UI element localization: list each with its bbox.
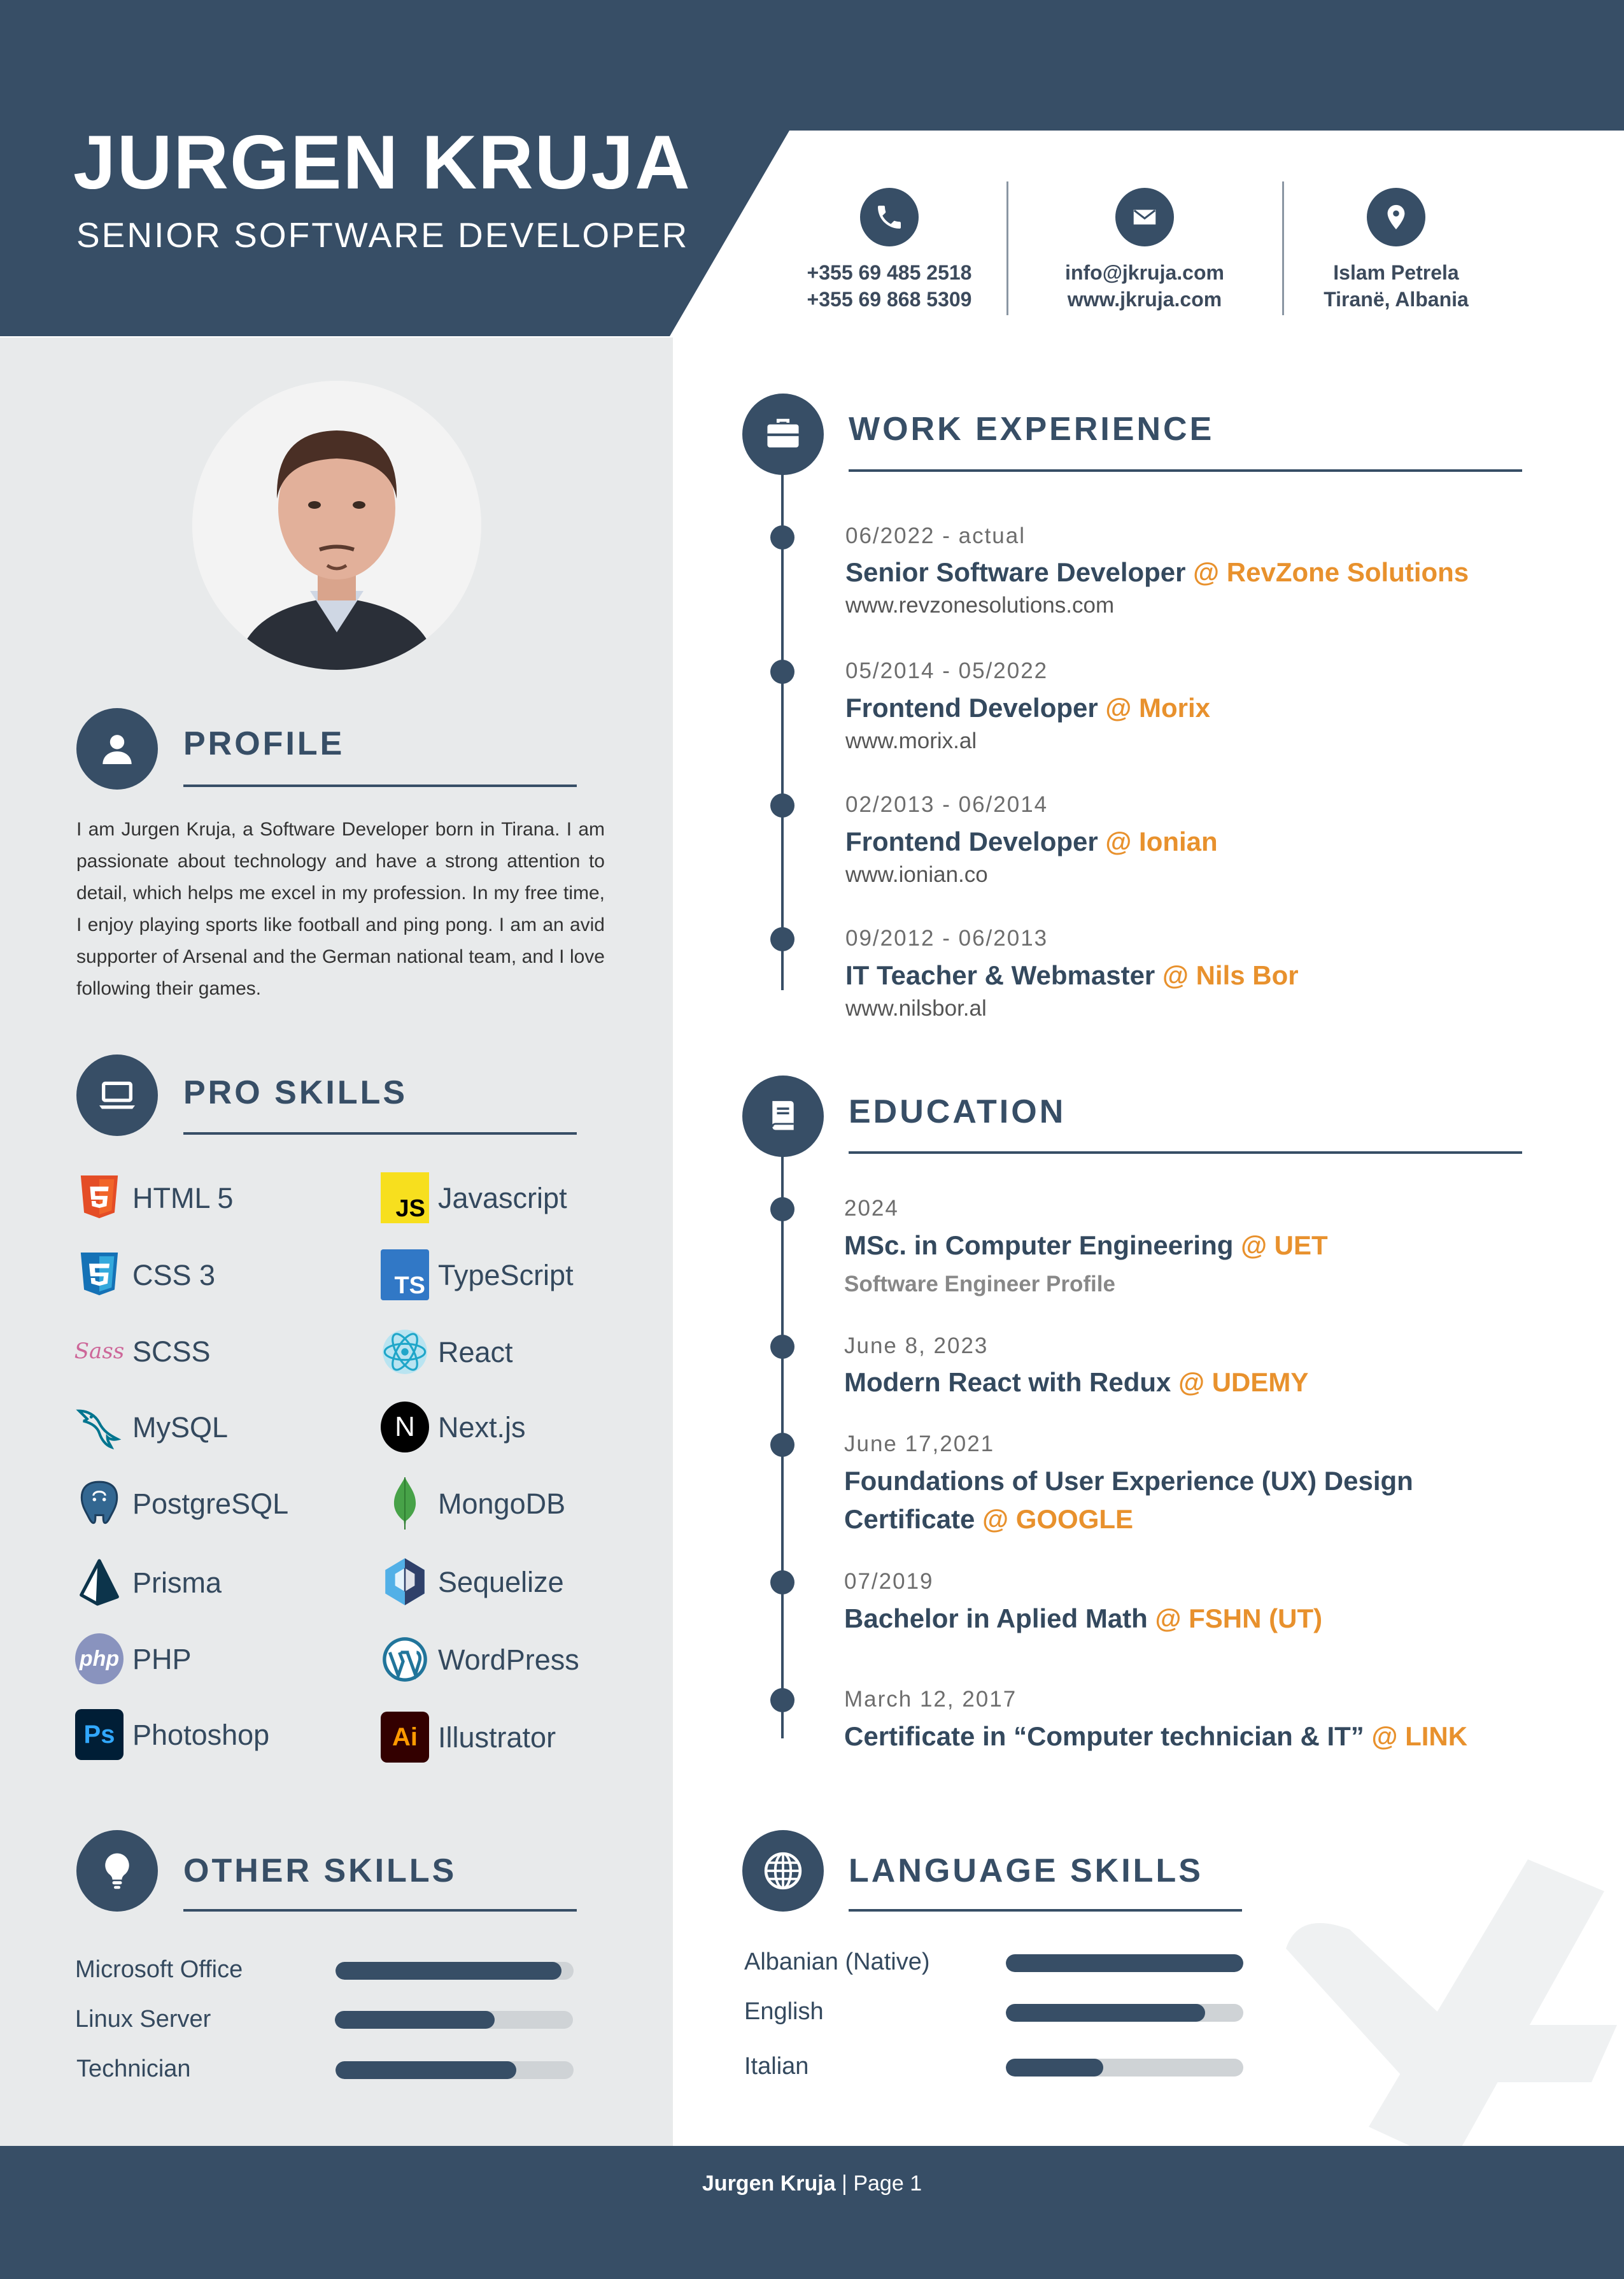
work-role: IT Teacher & Webmaster @ Nils Bor — [845, 960, 1299, 990]
resume-name: JURGEN KRUJA — [73, 120, 691, 205]
watermark-logo — [1260, 1834, 1624, 2165]
skill-label: Sequelize — [438, 1565, 564, 1598]
skill-label: PostgreSQL — [132, 1487, 289, 1520]
profile-text: I am Jurgen Kruja, a Software Developer born in Tirana. I am passionate about technology and have a strong attention to detail, which helps me excel in my profession. In my free time, I enjoy playing sports like football and ping pong. I am an avid supporter of Arsenal and the German national team, and I love following their games. — [76, 819, 605, 999]
other-skill-bar — [335, 2011, 573, 2029]
phone-number-1[interactable]: +355 69 485 2518 — [807, 261, 972, 284]
timeline-dot — [770, 1433, 794, 1457]
language-bar — [1006, 2059, 1243, 2077]
footer-separator: | — [835, 2171, 854, 2196]
lightbulb-icon — [76, 1830, 158, 1912]
skill-sequelize — [381, 1558, 564, 1606]
skill-label: TypeScript — [438, 1258, 574, 1291]
other-skill-bar-fill — [335, 1962, 561, 1980]
language-heading: LANGUAGE SKILLS — [849, 1852, 1203, 1889]
css3-icon — [75, 1251, 124, 1299]
skill-nextjs — [381, 1403, 526, 1451]
wordpress-icon — [381, 1635, 429, 1684]
timeline-dot — [770, 1335, 794, 1359]
skill-prisma — [75, 1558, 222, 1607]
profile-heading: PROFILE — [183, 725, 345, 762]
skill-label: React — [438, 1335, 513, 1368]
education-title: Certificate in “Computer technician & IT” @ LINK — [844, 1721, 1468, 1751]
language-bar-fill — [1006, 1954, 1243, 1972]
work-date: 02/2013 - 06/2014 — [845, 792, 1049, 817]
skill-postgresql — [75, 1479, 288, 1528]
skill-illustrator — [381, 1713, 556, 1761]
language-label: Albanian (Native) — [744, 1949, 930, 1975]
resume-job-title: SENIOR SOFTWARE DEVELOPER — [76, 215, 689, 255]
pro-skills-divider — [183, 1132, 577, 1135]
other-skill-bar-fill — [335, 2061, 516, 2079]
illustrator-logo-text: Ai — [392, 1723, 418, 1751]
globe-icon — [742, 1830, 824, 1912]
react-icon — [381, 1328, 429, 1376]
work-role: Frontend Developer @ Morix — [845, 693, 1211, 723]
skill-wordpress — [381, 1635, 579, 1684]
skill-typescript — [381, 1251, 574, 1299]
timeline-dot — [770, 660, 794, 684]
skill-css3 — [75, 1251, 215, 1299]
photoshop-icon — [75, 1710, 124, 1759]
location-pin-icon — [1367, 188, 1425, 246]
timeline-dot — [770, 525, 794, 550]
language-bar-fill — [1006, 2004, 1205, 2022]
sass-icon — [75, 1327, 124, 1375]
education-date: June 17,2021 — [844, 1431, 995, 1456]
footer — [0, 2146, 1624, 2279]
work-website[interactable]: www.nilsbor.al — [845, 996, 987, 1021]
skill-label: PHP — [132, 1642, 192, 1675]
prisma-icon — [75, 1558, 124, 1607]
skill-mongodb — [381, 1479, 565, 1528]
footer-page: Page 1 — [853, 2171, 922, 2196]
skill-react — [381, 1328, 513, 1376]
education-date: 07/2019 — [844, 1569, 934, 1594]
language-label: English — [744, 1998, 824, 2025]
skill-label: HTML 5 — [132, 1181, 234, 1214]
typescript-icon — [381, 1251, 429, 1299]
education-subtitle: Software Engineer Profile — [844, 1272, 1115, 1296]
other-skills-heading: OTHER SKILLS — [183, 1852, 457, 1889]
timeline-dot — [770, 1688, 794, 1712]
contact-divider — [1006, 181, 1008, 315]
user-icon — [76, 708, 158, 790]
footer-text — [0, 2173, 1624, 2194]
mongodb-icon — [381, 1479, 429, 1528]
education-title: Modern React with Redux @ UDEMY — [844, 1367, 1309, 1397]
language-bar-fill — [1006, 2059, 1103, 2077]
work-role: Frontend Developer @ Ionian — [845, 827, 1218, 856]
other-skill-label: Microsoft Office — [75, 1956, 243, 1983]
timeline-dot — [770, 1197, 794, 1221]
work-date: 06/2022 - actual — [845, 523, 1026, 548]
skill-label: Illustrator — [438, 1721, 556, 1754]
email-icon — [1115, 188, 1174, 246]
nextjs-icon — [381, 1403, 429, 1451]
skill-html5 — [75, 1174, 233, 1222]
timeline-dot — [770, 793, 794, 818]
other-skill-label: Linux Server — [75, 2006, 211, 2033]
other-skill-bar — [335, 1962, 574, 1980]
language-divider — [849, 1909, 1242, 1912]
book-icon — [742, 1076, 824, 1157]
skill-php — [75, 1635, 192, 1683]
profile-divider — [183, 785, 577, 787]
education-date: June 8, 2023 — [844, 1333, 989, 1358]
html5-icon — [75, 1174, 124, 1222]
skill-photoshop — [75, 1710, 269, 1759]
postgresql-icon — [75, 1479, 124, 1528]
education-date: 2024 — [844, 1196, 899, 1221]
education-heading: EDUCATION — [849, 1093, 1066, 1130]
javascript-logo-text: JS — [395, 1195, 425, 1222]
contact-email — [1011, 188, 1278, 313]
typescript-logo-text: TS — [394, 1272, 425, 1299]
javascript-icon — [381, 1174, 429, 1222]
timeline-dot — [770, 1570, 794, 1594]
education-title: Foundations of User Experience (UX) Design — [844, 1466, 1413, 1496]
skill-label: SCSS — [132, 1335, 211, 1368]
education-date: March 12, 2017 — [844, 1687, 1017, 1712]
language-bar — [1006, 1954, 1243, 1972]
work-website[interactable]: www.ionian.co — [845, 862, 988, 887]
skill-javascript — [381, 1174, 567, 1222]
education-title: MSc. in Computer Engineering @ UET — [844, 1230, 1328, 1260]
work-date: 09/2012 - 06/2013 — [845, 926, 1049, 951]
other-skill-label: Technician — [76, 2055, 191, 2082]
skill-label: CSS 3 — [132, 1258, 216, 1291]
php-logo-text: php — [79, 1647, 120, 1671]
sass-logo-text: Sass — [74, 1338, 125, 1364]
timeline-dot — [770, 927, 794, 951]
education-title-cont: Certificate @ GOOGLE — [844, 1504, 1134, 1534]
other-skill-bar — [335, 2061, 574, 2079]
work-heading: WORK EXPERIENCE — [849, 411, 1215, 448]
pro-skills-heading: PRO SKILLS — [183, 1074, 408, 1111]
website-link[interactable]: www.jkruja.com — [1067, 288, 1222, 311]
phone-number-2[interactable]: +355 69 868 5309 — [807, 288, 972, 311]
profile-photo — [192, 381, 481, 670]
other-skills-divider — [183, 1909, 577, 1912]
php-icon — [75, 1635, 124, 1683]
skill-mysql — [75, 1403, 228, 1451]
photoshop-logo-text: Ps — [83, 1721, 115, 1749]
other-skill-bar-fill — [335, 2011, 495, 2029]
work-divider — [849, 469, 1522, 472]
skill-label: MySQL — [132, 1410, 229, 1444]
address-line-2: Tiranë, Albania — [1324, 288, 1469, 311]
mysql-icon — [75, 1403, 124, 1451]
skill-label: WordPress — [438, 1643, 579, 1676]
laptop-icon — [76, 1054, 158, 1136]
skill-label: Javascript — [438, 1181, 567, 1214]
email-link[interactable]: info@jkruja.com — [1065, 261, 1224, 284]
work-website[interactable]: www.revzonesolutions.com — [845, 593, 1115, 618]
skill-label: Photoshop — [132, 1718, 270, 1751]
nextjs-logo-text: N — [395, 1411, 415, 1442]
work-date: 05/2014 - 05/2022 — [845, 658, 1049, 683]
skill-scss — [75, 1327, 211, 1375]
footer-name: Jurgen Kruja — [702, 2171, 836, 2196]
skill-label: MongoDB — [438, 1487, 566, 1520]
contact-address — [1262, 188, 1530, 313]
education-title: Bachelor in Aplied Math @ FSHN (UT) — [844, 1603, 1323, 1633]
language-label: Italian — [744, 2053, 809, 2080]
briefcase-icon — [742, 394, 824, 475]
contact-phone — [756, 188, 1023, 313]
work-role: Senior Software Developer @ RevZone Solutions — [845, 557, 1469, 587]
education-divider — [849, 1151, 1522, 1154]
language-bar — [1006, 2004, 1243, 2022]
address-line-1: Islam Petrela — [1333, 261, 1459, 284]
sequelize-icon — [381, 1558, 429, 1606]
skill-label: Prisma — [132, 1566, 222, 1599]
skill-label: Next.js — [438, 1410, 526, 1444]
illustrator-icon — [381, 1713, 429, 1761]
work-website[interactable]: www.morix.al — [845, 728, 977, 753]
phone-icon — [860, 188, 919, 246]
